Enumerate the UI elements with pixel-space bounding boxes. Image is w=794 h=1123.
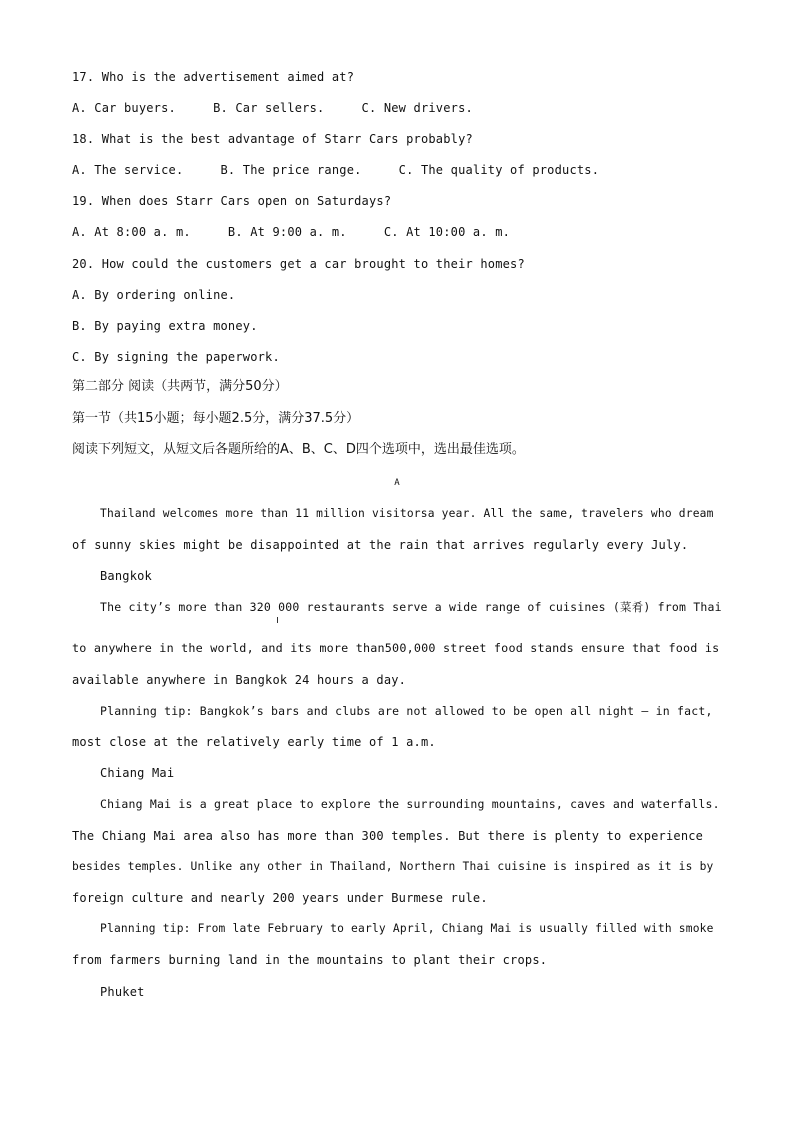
passage-label: A bbox=[394, 478, 400, 488]
intro-line-2: of sunny skies might be disappointed at the rain that arrives regularly every July. bbox=[72, 538, 689, 552]
chiang-mai-line-3: besides temples. Unlike any other in Thailand, Northern Thai cuisine is inspired as it is by bbox=[72, 860, 714, 873]
chiang-mai-line-2: The Chiang Mai area also has more than 300 temples. But there is plenty to experience bbox=[72, 829, 704, 843]
phuket-heading: Phuket bbox=[100, 985, 145, 999]
stray-mark bbox=[277, 617, 278, 623]
chiang-mai-line-4: foreign culture and nearly 200 years under Burmese rule. bbox=[72, 891, 488, 905]
chiang-mai-tip-line-2: from farmers burning land in the mountains to plant their crops. bbox=[72, 953, 548, 967]
question-20-stem: 20. How could the customers get a car brought to their homes? bbox=[72, 257, 525, 271]
instruction: 阅读下列短文，从短文后各题所给的A、B、C、D四个选项中，选出最佳选项。 bbox=[72, 442, 525, 457]
question-20-option-b: B. By paying extra money. bbox=[72, 319, 258, 333]
bangkok-tip-line-2: most close at the relatively early time of 1 a.m. bbox=[72, 735, 436, 749]
bangkok-line-1: The city’s more than 320 000 restaurants serve a wide range of cuisines (菜肴) from Thai bbox=[100, 600, 722, 614]
chiang-mai-heading: Chiang Mai bbox=[100, 766, 175, 780]
question-19-options: A. At 8:00 a. m. B. At 9:00 a. m. C. At 10:00 a. m. bbox=[72, 225, 511, 239]
question-17-options: A. Car buyers. B. Car sellers. C. New drivers. bbox=[72, 101, 473, 115]
question-20-option-a: A. By ordering online. bbox=[72, 288, 236, 302]
question-18-options: A. The service. B. The price range. C. The quality of products. bbox=[72, 163, 600, 177]
bangkok-heading: Bangkok bbox=[100, 569, 152, 583]
subsection-title: 第一节（共15小题；每小题2.5分，满分37.5分） bbox=[72, 411, 360, 426]
intro-line-1: Thailand welcomes more than 11 million visitorsa year. All the same, travelers who dream bbox=[100, 507, 714, 520]
bangkok-line-2: to anywhere in the world, and its more than500,000 street food stands ensure that food is bbox=[72, 641, 720, 655]
part-title: 第二部分 阅读（共两节，满分50分） bbox=[72, 379, 288, 394]
bangkok-line-3: available anywhere in Bangkok 24 hours a day. bbox=[72, 673, 407, 687]
question-17-stem: 17. Who is the advertisement aimed at? bbox=[72, 70, 355, 84]
chiang-mai-tip-line-1: Planning tip: From late February to early April, Chiang Mai is usually filled with smoke bbox=[100, 922, 714, 935]
chiang-mai-line-1: Chiang Mai is a great place to explore the surrounding mountains, caves and waterfalls. bbox=[100, 797, 720, 811]
question-19-stem: 19. When does Starr Cars open on Saturdays? bbox=[72, 194, 392, 208]
bangkok-tip-line-1: Planning tip: Bangkok’s bars and clubs are not allowed to be open all night — in fact, bbox=[100, 704, 713, 718]
question-20-option-c: C. By signing the paperwork. bbox=[72, 350, 280, 364]
question-18-stem: 18. What is the best advantage of Starr Cars probably? bbox=[72, 132, 473, 146]
